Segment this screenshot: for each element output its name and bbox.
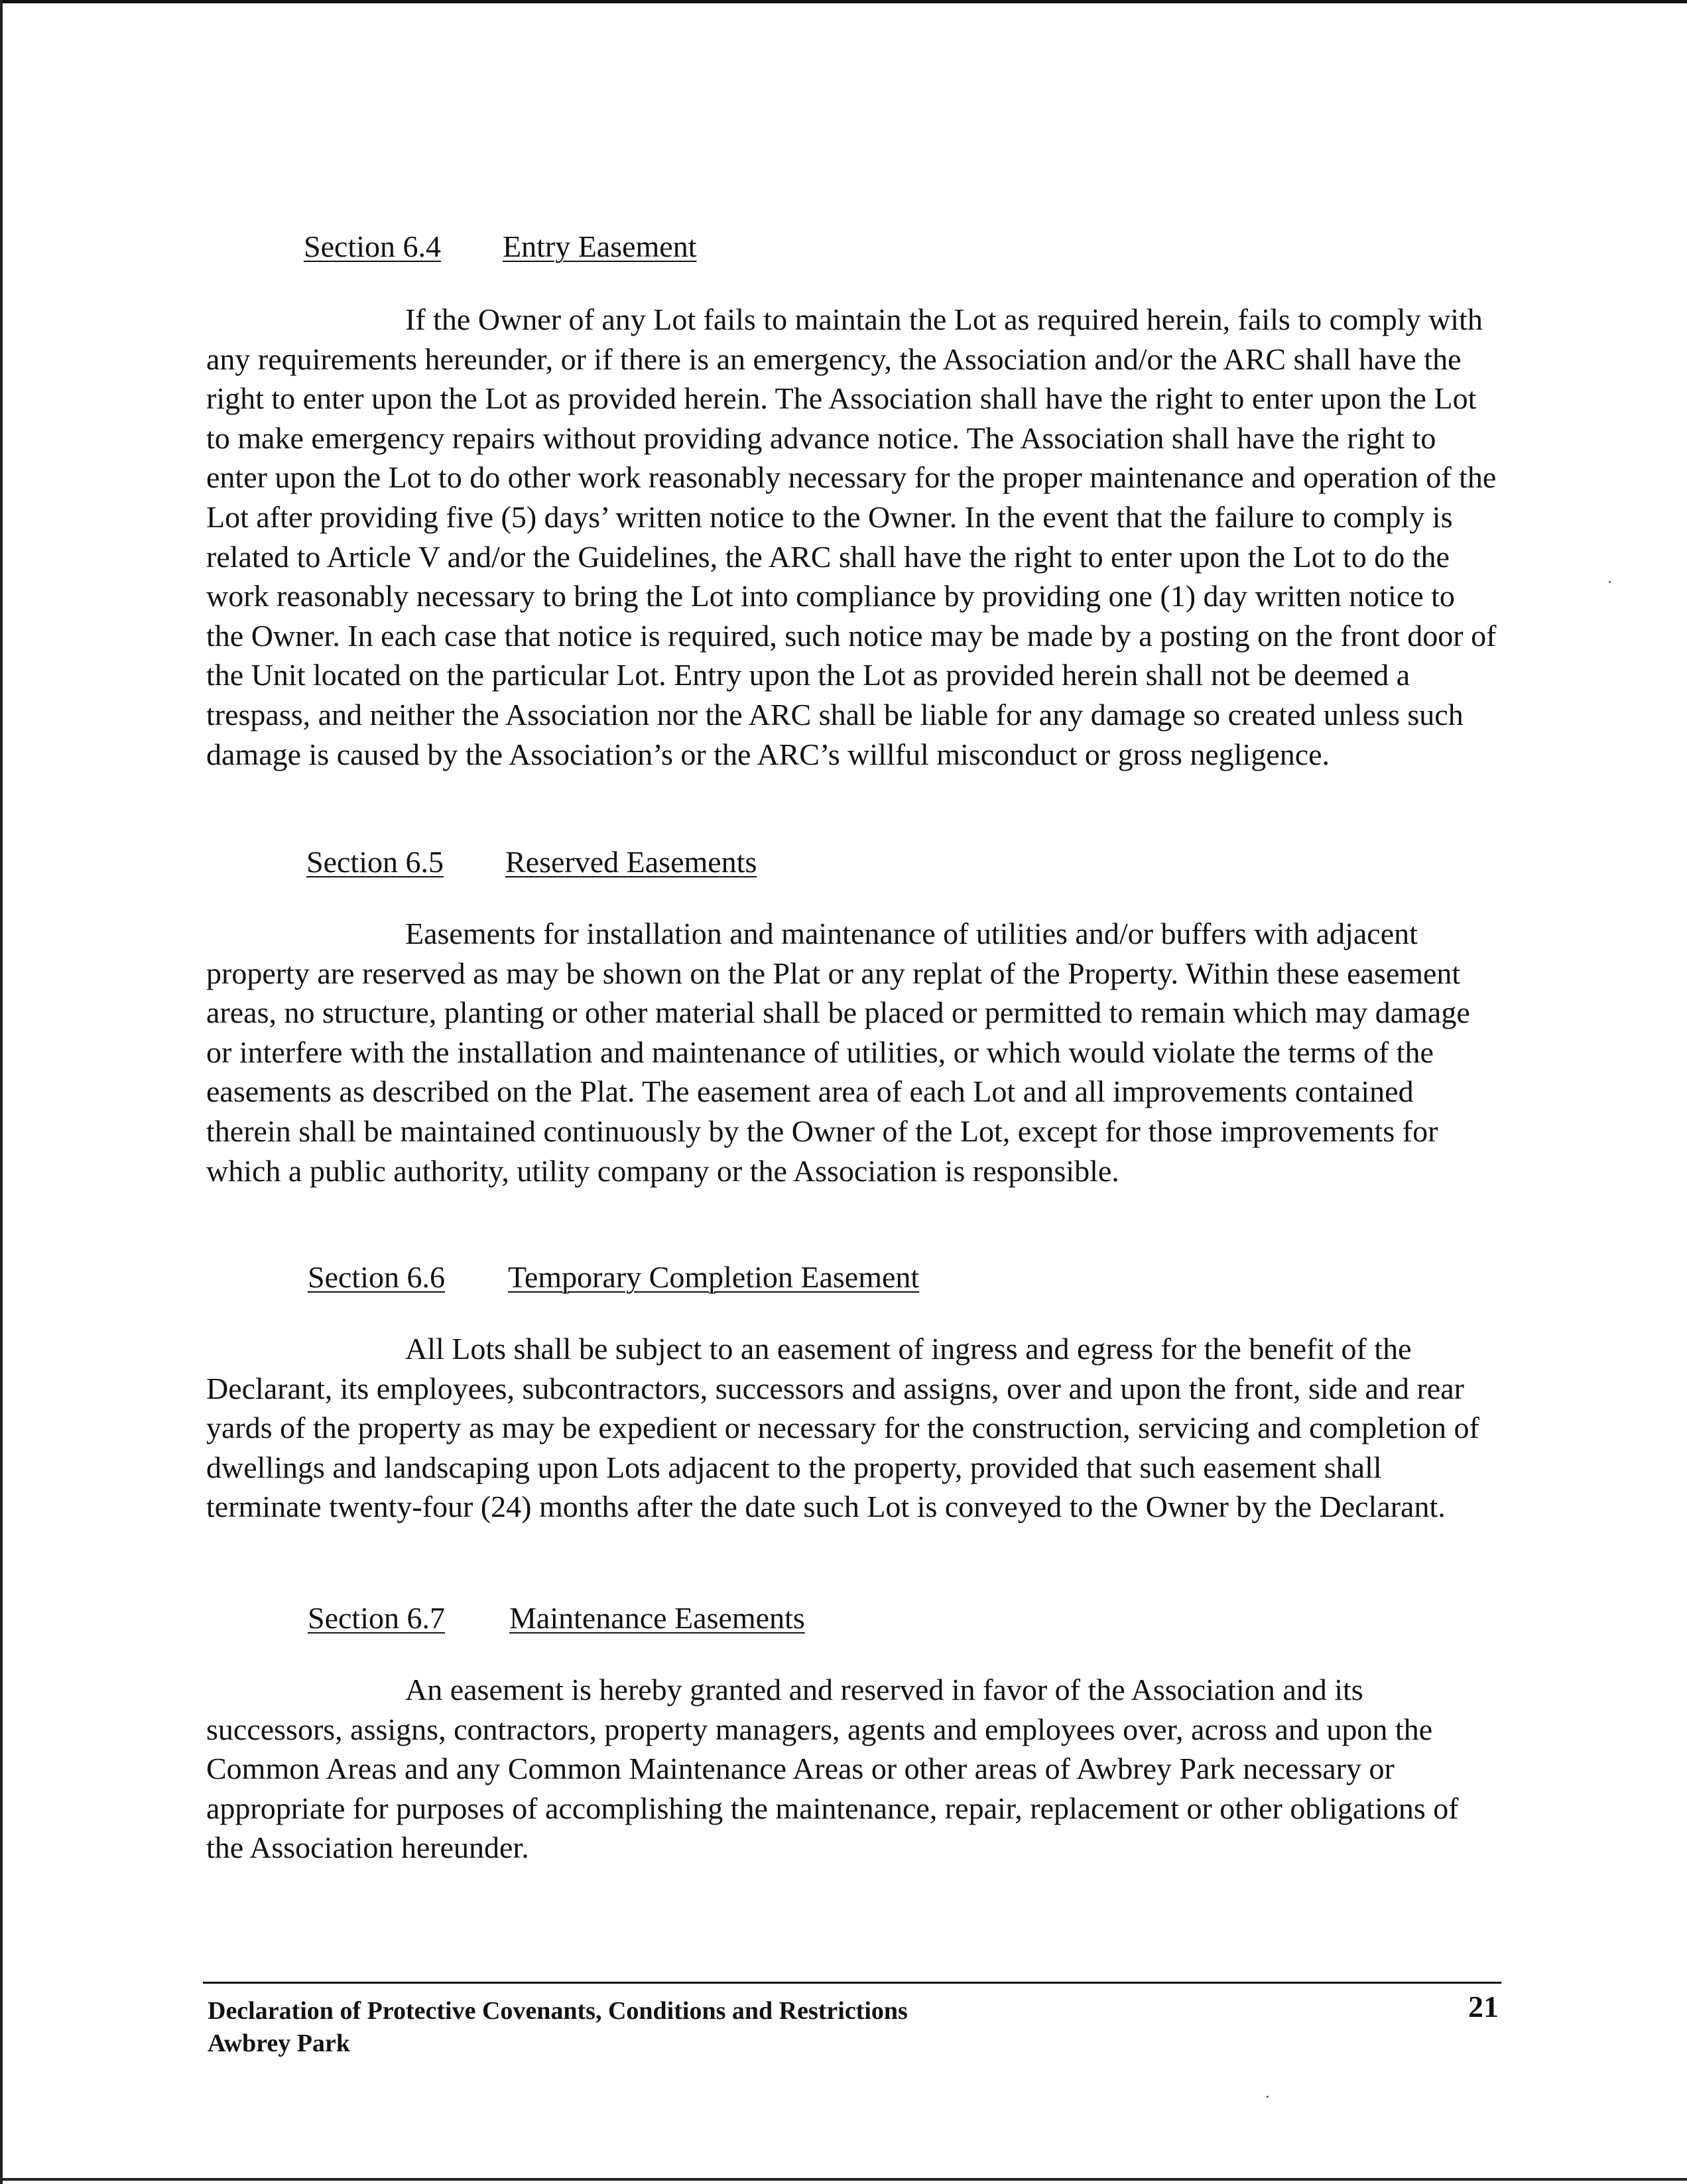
- page-number: 21: [1468, 1990, 1499, 2023]
- scan-edge-bottom: [0, 2178, 1687, 2181]
- scan-edge-top: [0, 0, 1687, 3]
- section-number: Section 6.4: [304, 229, 441, 263]
- footer-title: Declaration of Protective Covenants, Conditions and Restrictions: [208, 1997, 908, 2025]
- section-number: Section 6.7: [308, 1601, 445, 1635]
- section-title: Entry Easement: [503, 229, 697, 263]
- section-number: Section 6.5: [306, 845, 444, 879]
- footer-rule: [203, 1982, 1501, 1984]
- section-title: Temporary Completion Easement: [508, 1260, 920, 1294]
- section-title: Reserved Easements: [505, 845, 757, 879]
- scan-edge-left: [0, 0, 3, 2184]
- section-number: Section 6.6: [308, 1260, 445, 1294]
- footer-subtitle: Awbrey Park: [208, 2029, 350, 2057]
- section-body: All Lots shall be subject to an easement of ingress and egress for the benefit of the Declarant, its employees, subcontractors, successors and assigns, over and upon the front, side and rear yards of the property as may be expedient or necessary for the construction, servicing and completion of dwellings and landscaping upon Lots adjacent to the property, provided that such easement shall terminate twenty-four (24) months after the date such Lot is conveyed to the Owner by the Declarant.: [206, 1332, 1479, 1524]
- scan-speck: [1609, 581, 1611, 583]
- section-body: If the Owner of any Lot fails to maintain the Lot as required herein, fails to comply with any requirements hereunder, or if there is an emergency, the Association and/or the ARC shall have the right to enter upon the Lot as provided herein. The Association shall have the right to enter upon the Lot to make emergency repairs without providing advance notice. The Association shall have the right to enter upon the Lot to do other work reasonably necessary for the proper maintenance and operation of the Lot after providing five (5) days’ written notice to the Owner. In the event that the failure to comply is related to Article V and/or the Guidelines, the ARC shall have the right to enter upon the Lot to do the work reasonably necessary to bring the Lot into compliance by providing one (1) day written notice to the Owner. In each case that notice is required, such notice may be made by a posting on the front door of the Unit located on the particular Lot. Entry upon the Lot as provided herein shall not be deemed a trespass, and neither the Association nor the ARC shall be liable for any damage so created unless such damage is caused by the Association’s or the ARC’s willful misconduct or gross negligence.: [206, 302, 1497, 771]
- section-body: Easements for installation and maintenance of utilities and/or buffers with adjacent property are reserved as may be shown on the Plat or any replat of the Property. Within these easement areas, no structure, planting or other material shall be placed or permitted to remain which may damage or interfere with the installation and maintenance of utilities, or which would violate the terms of the easements as described on the Plat. The easement area of each Lot and all improvements contained therein shall be maintained continuously by the Owner of the Lot, except for those improvements for which a public authority, utility company or the Association is responsible.: [206, 917, 1470, 1188]
- section-title: Maintenance Easements: [509, 1601, 805, 1635]
- section-body: An easement is hereby granted and reserved in favor of the Association and its successors, assigns, contractors, property managers, agents and employees over, across and upon the Common Areas and any Common Maintenance Areas or other areas of Awbrey Park necessary or appropriate for purposes of accomplishing the maintenance, repair, replacement or other obligations of the Association hereunder.: [206, 1673, 1459, 1865]
- scan-speck: [1267, 2096, 1269, 2098]
